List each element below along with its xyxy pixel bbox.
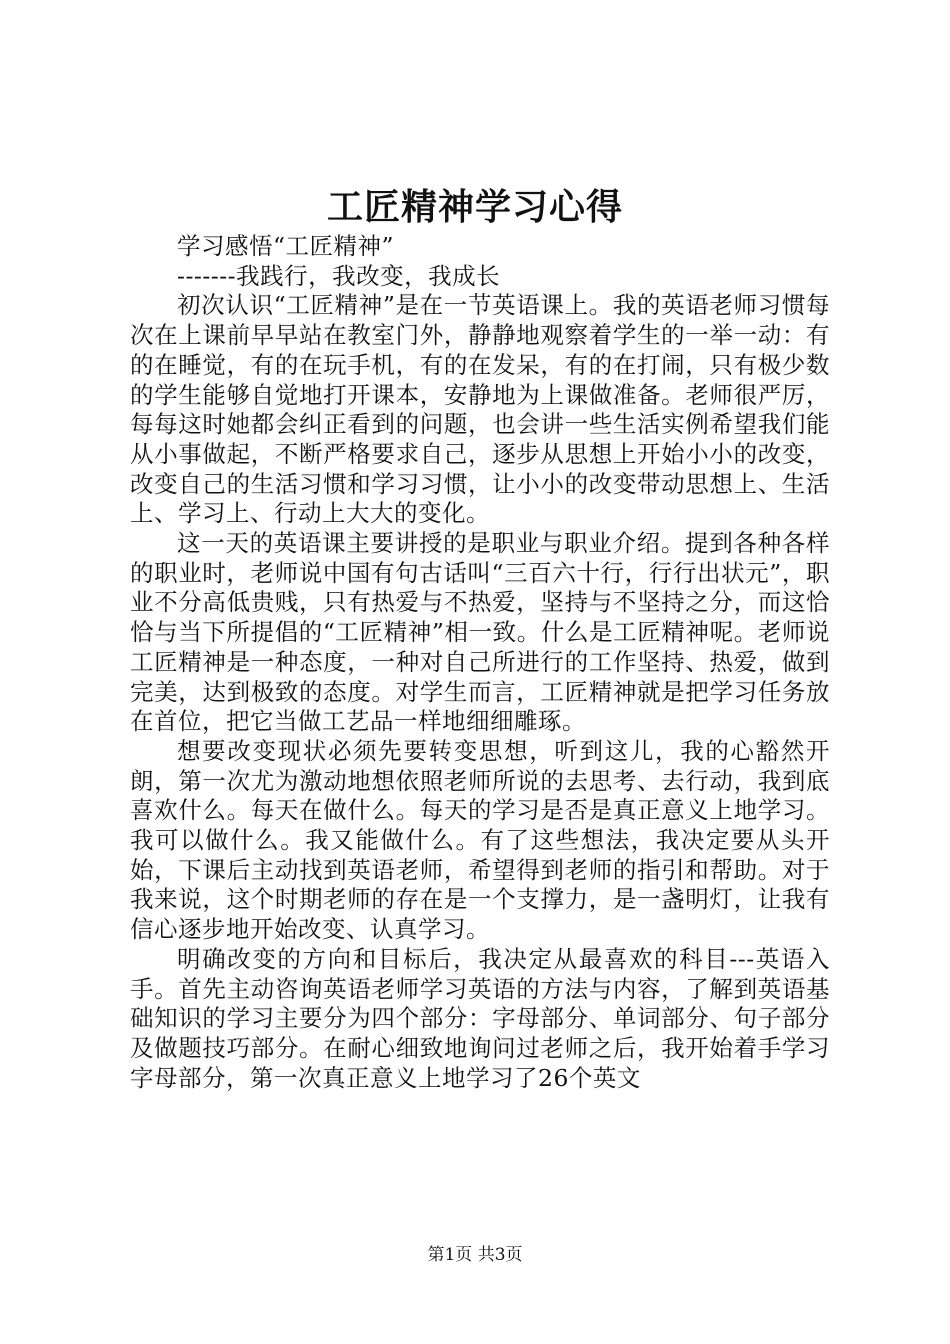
paragraph: 初次认识“工匠精神”是在一节英语课上。我的英语老师习惯每次在上课前早早站在教室门外，静静地观察着学生的一举一动：有的在睡觉，有的在玩手机，有的在发呆，有的在打闹，只有极少数的学生能够自觉地打开课本，安静地为上课做准备。老师很严厉，每每这时她都会纠正看到的问题，也会讲一些生活实例希望我们能从小事做起，不断严格要求自己，逐步从思想上开始小小的改变，改变自己的生活习惯和学习习惯，让小小的改变带动思想上、生活上、学习上、行动上大大的变化。 — [130, 291, 830, 528]
document-title: 工匠精神学习心得 — [326, 186, 623, 228]
page-number-footer: 第1页 共3页 — [427, 1245, 523, 1265]
document-body — [130, 232, 830, 1093]
paragraph: 明确改变的方向和目标后，我决定从最喜欢的科目---英语入手。首先主动咨询英语老师学习英语的方法与内容，了解到英语基础知识的学习主要分为四个部分：字母部分、单词部分、句子部分及做题技巧部分。在耐心细致地询问过老师之后，我开始着手学习字母部分，第一次真正意义上地学习了26个英文 — [130, 944, 830, 1092]
paragraph: 想要改变现状必须先要转变思想，听到这儿，我的心豁然开朗，第一次尤为激动地想依照老师所说的去思考、去行动，我到底喜欢什么。每天在做什么。每天的学习是否是真正意义上地学习。我可以做什么。我又能做什么。有了这些想法，我决定要从头开始，下课后主动找到英语老师，希望得到老师的指引和帮助。对于我来说，这个时期老师的存在是一个支撑力，是一盏明灯，让我有信心逐步地开始改变、认真学习。 — [130, 736, 830, 944]
subtitle: 学习感悟“工匠精神” — [177, 232, 395, 260]
tagline: -------我践行，我改变，我成长 — [177, 261, 501, 290]
paragraph: 这一天的英语课主要讲授的是职业与职业介绍。提到各种各样的职业时，老师说中国有句古话叫“三百六十行，行行出状元”，职业不分高低贵贱，只有热爱与不热爱，坚持与不坚持之分，而这恰恰与当下所提倡的“工匠精神”相一致。什么是工匠精神呢。老师说工匠精神是一种态度，一种对自己所进行的工作坚持、热爱，做到完美，达到极致的态度。对学生而言，工匠精神就是把学习任务放在首位，把它当做工艺品一样地细细雕琢。 — [130, 529, 830, 736]
